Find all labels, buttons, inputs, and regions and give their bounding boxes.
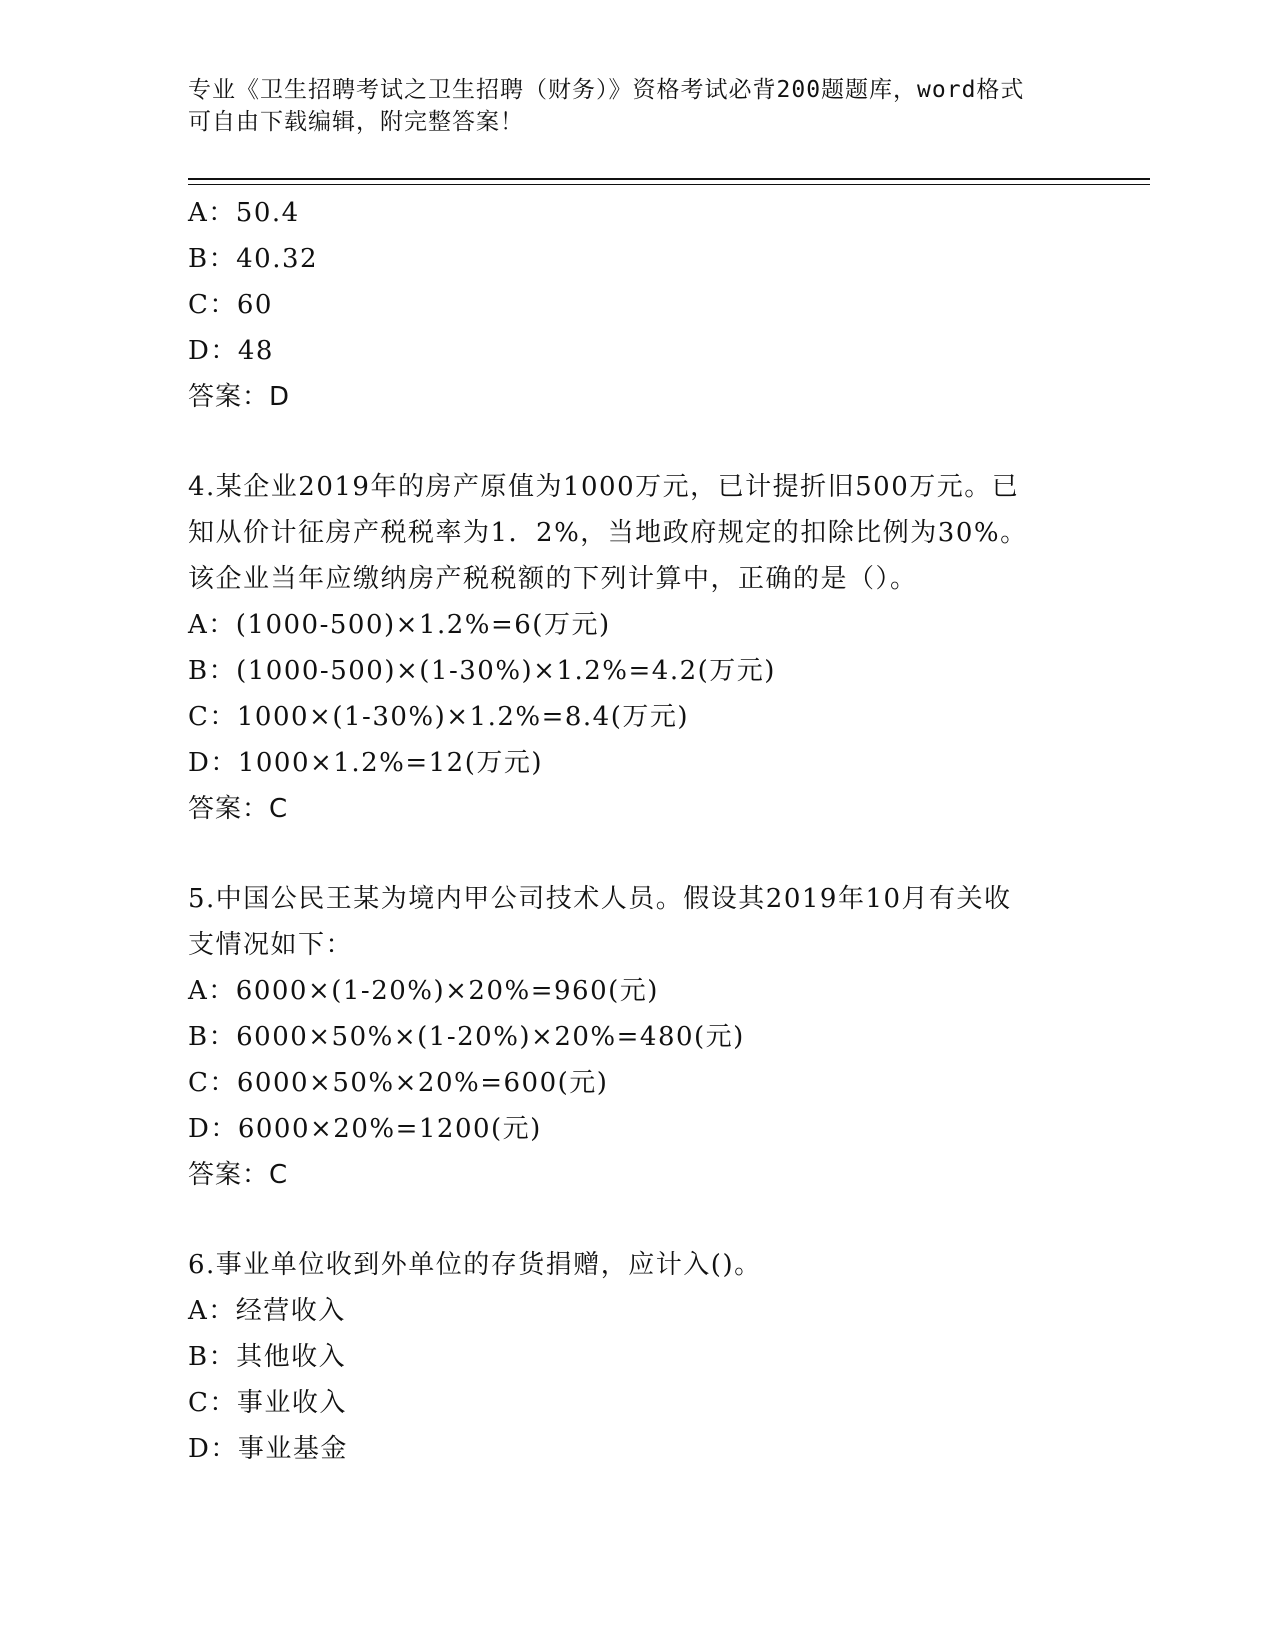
question-text-line: 4.某企业2019年的房产原值为1000万元，已计提折旧500万元。已: [188, 472, 1020, 502]
option-a: A：50.4: [188, 198, 300, 228]
option-a: A：(1000-500)×1.2%=6(万元): [188, 610, 611, 640]
question-text-line: 6.事业单位收到外单位的存货捐赠，应计入()。: [188, 1250, 762, 1280]
document-header: [188, 74, 1068, 138]
header-divider-thin: [188, 184, 1150, 185]
header-divider-thick: [188, 178, 1150, 180]
option-b: B：其他收入: [188, 1342, 347, 1372]
option-a: A：经营收入: [188, 1296, 346, 1326]
option-d: D：1000×1.2%=12(万元): [188, 748, 544, 778]
question-text-line: 5.中国公民王某为境内甲公司技术人员。假设其2019年10月有关收: [188, 884, 1012, 914]
option-c: C：60: [188, 290, 273, 320]
answer: 答案：D: [188, 382, 291, 412]
option-c: C：1000×(1-30%)×1.2%=8.4(万元): [188, 702, 690, 732]
option-d: D：48: [188, 336, 274, 366]
question-3: [188, 190, 1088, 420]
answer: 答案：C: [188, 1160, 289, 1190]
header-line-1: 专业《卫生招聘考试之卫生招聘（财务）》资格考试必背200题题库，word格式: [188, 77, 1025, 103]
option-b: B：6000×50%×(1-20%)×20%=480(元): [188, 1022, 745, 1052]
option-d: D：6000×20%=1200(元): [188, 1114, 542, 1144]
option-d: D：事业基金: [188, 1434, 348, 1464]
option-b: B：(1000-500)×(1-30%)×1.2%=4.2(万元): [188, 656, 776, 686]
option-c: C：6000×50%×20%=600(元): [188, 1068, 609, 1098]
question-5: [188, 876, 1088, 1198]
answer: 答案：C: [188, 794, 289, 824]
header-line-2: 可自由下载编辑，附完整答案！: [188, 109, 524, 135]
question-4: [188, 464, 1088, 832]
question-6: [188, 1242, 1088, 1472]
question-text-line: 该企业当年应缴纳房产税税额的下列计算中，正确的是（）。: [188, 564, 918, 594]
option-c: C：事业收入: [188, 1388, 347, 1418]
question-text-line: 支情况如下：: [188, 930, 354, 960]
question-text-line: 知从价计征房产税税率为1．2%，当地政府规定的扣除比例为30%。: [188, 518, 1028, 548]
option-b: B：40.32: [188, 244, 319, 274]
option-a: A：6000×(1-20%)×20%=960(元): [188, 976, 659, 1006]
document-body: [188, 190, 1088, 1472]
